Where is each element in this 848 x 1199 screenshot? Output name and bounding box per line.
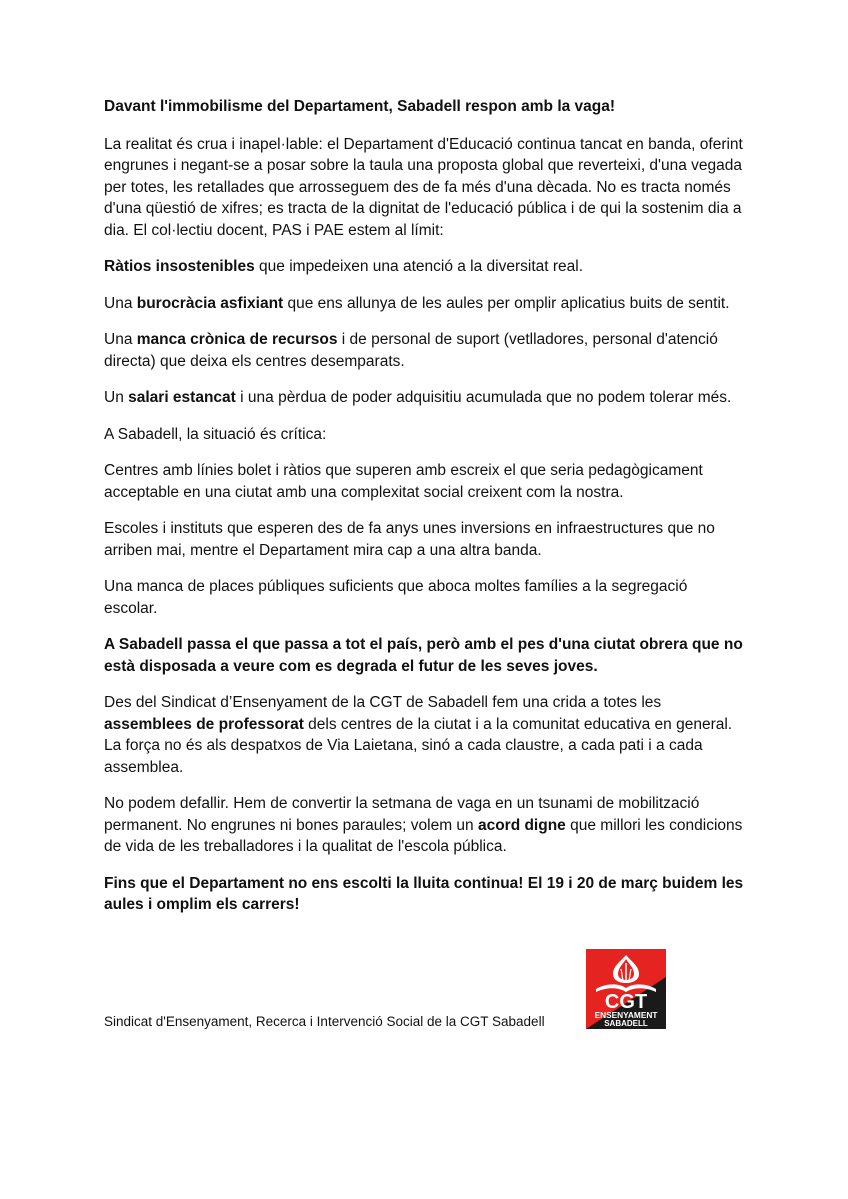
final-paragraph bbox=[104, 793, 744, 858]
bold-statement: A Sabadell passa el que passa a tot el país, però amb el pes d'una ciutat obrera que no està disposada a veure com es degrada el futur de les seves joves. bbox=[104, 636, 743, 675]
closing-paragraph: Fins que el Departament no ens escolti la lluita continua! El 19 i 20 de març buidem les aules i omplim els carrers! bbox=[104, 874, 744, 913]
intro-paragraph: La realitat és crua i inapel·lable: el Departament d'Educació continua tancat en banda, oferint engrunes i negant-se a posar sobre la taula una proposta global que reverteixi, d'una vegada per totes, les retallades que arrosseguem des de fa més d'una dècada. No es tracta només d'una qüestió de xifres; es tracta de la dignitat de l'educació pública i de qui la sostenim dia a dia. El col·lectiu docent, PAS i PAE estem al límit: bbox=[104, 135, 743, 239]
call-pre: Des del Sindicat d’Ensenyament de la CGT de Sabadell fem una crida a totes les bbox=[104, 694, 662, 711]
cgt-logo-icon bbox=[586, 949, 666, 1029]
cgt-logo bbox=[586, 949, 666, 1029]
issue-ratios bbox=[104, 256, 744, 278]
call-text: dels centres de la ciutat i a la comunitat educativa en general. La força no és als despatxos de Via Laietana, sinó a cada claustre, a cada pati i a cada assemblea. bbox=[104, 715, 733, 776]
issue-bureaucracy-pre: Una bbox=[104, 294, 137, 312]
logo-line2: SABADELL bbox=[604, 1019, 648, 1028]
logo-name: CGT bbox=[604, 991, 648, 1013]
issue-salary bbox=[104, 387, 744, 409]
issue-salary-pre: Un bbox=[104, 389, 129, 406]
issue-salary-bold: salari estancat bbox=[128, 389, 236, 406]
final-pre: No podem defallir. Hem de convertir la setmana de vaga en un tsunami de mobilització permanent. No engrunes ni bones paraules; volem un bbox=[104, 795, 700, 834]
call-bold: assemblees de professorat bbox=[104, 715, 304, 733]
logo-line1: ENSENYAMENT bbox=[594, 1010, 658, 1020]
issue-ratios-bold: Ràtios insostenibles bbox=[104, 258, 255, 275]
issue-resources-pre: Una bbox=[104, 331, 137, 348]
issue-salary-text: i una pèrdua de poder adquisitiu acumulada que no podem tolerar més. bbox=[235, 389, 732, 406]
call-paragraph bbox=[104, 692, 744, 778]
document-body bbox=[104, 96, 744, 931]
issue-resources-bold: manca crònica de recursos bbox=[136, 331, 338, 348]
issue-bureaucracy bbox=[104, 293, 744, 315]
final-text: que millori les condicions de vida de les treballadores i la qualitat de l'escola pública. bbox=[104, 816, 743, 855]
sabadell-point-1: Centres amb línies bolet i ràtios que superen amb escreix el que seria pedagògicament acceptable en una ciutat amb una complexitat social creixent com la nostra. bbox=[104, 462, 703, 501]
issue-resources-text: i de personal de suport (vetlladores, personal d'atenció directa) que deixa els centres desemparats. bbox=[104, 331, 718, 370]
final-bold: acord digne bbox=[477, 816, 566, 834]
document-title: Davant l'immobilisme del Departament, Sabadell respon amb la vaga! bbox=[104, 98, 616, 115]
sabadell-intro: A Sabadell, la situació és crítica: bbox=[104, 425, 327, 443]
issue-ratios-text: que impedeixen una atenció a la diversitat real. bbox=[254, 258, 584, 275]
issue-bureaucracy-text: que ens allunya de les aules per omplir aplicatius buits de sentit. bbox=[283, 294, 730, 312]
issue-resources bbox=[104, 329, 744, 372]
signature: Sindicat d'Ensenyament, Recerca i Intervenció Social de la CGT Sabadell bbox=[104, 1014, 545, 1029]
sabadell-point-2: Escoles i instituts que esperen des de fa anys unes inversions en infraestructures que no arriben mai, mentre el Departament mira cap a una altra banda. bbox=[104, 520, 715, 559]
sabadell-point-3: Una manca de places públiques suficients que aboca moltes famílies a la segregació escolar. bbox=[104, 578, 688, 617]
issue-bureaucracy-bold: burocràcia asfixiant bbox=[136, 294, 284, 312]
